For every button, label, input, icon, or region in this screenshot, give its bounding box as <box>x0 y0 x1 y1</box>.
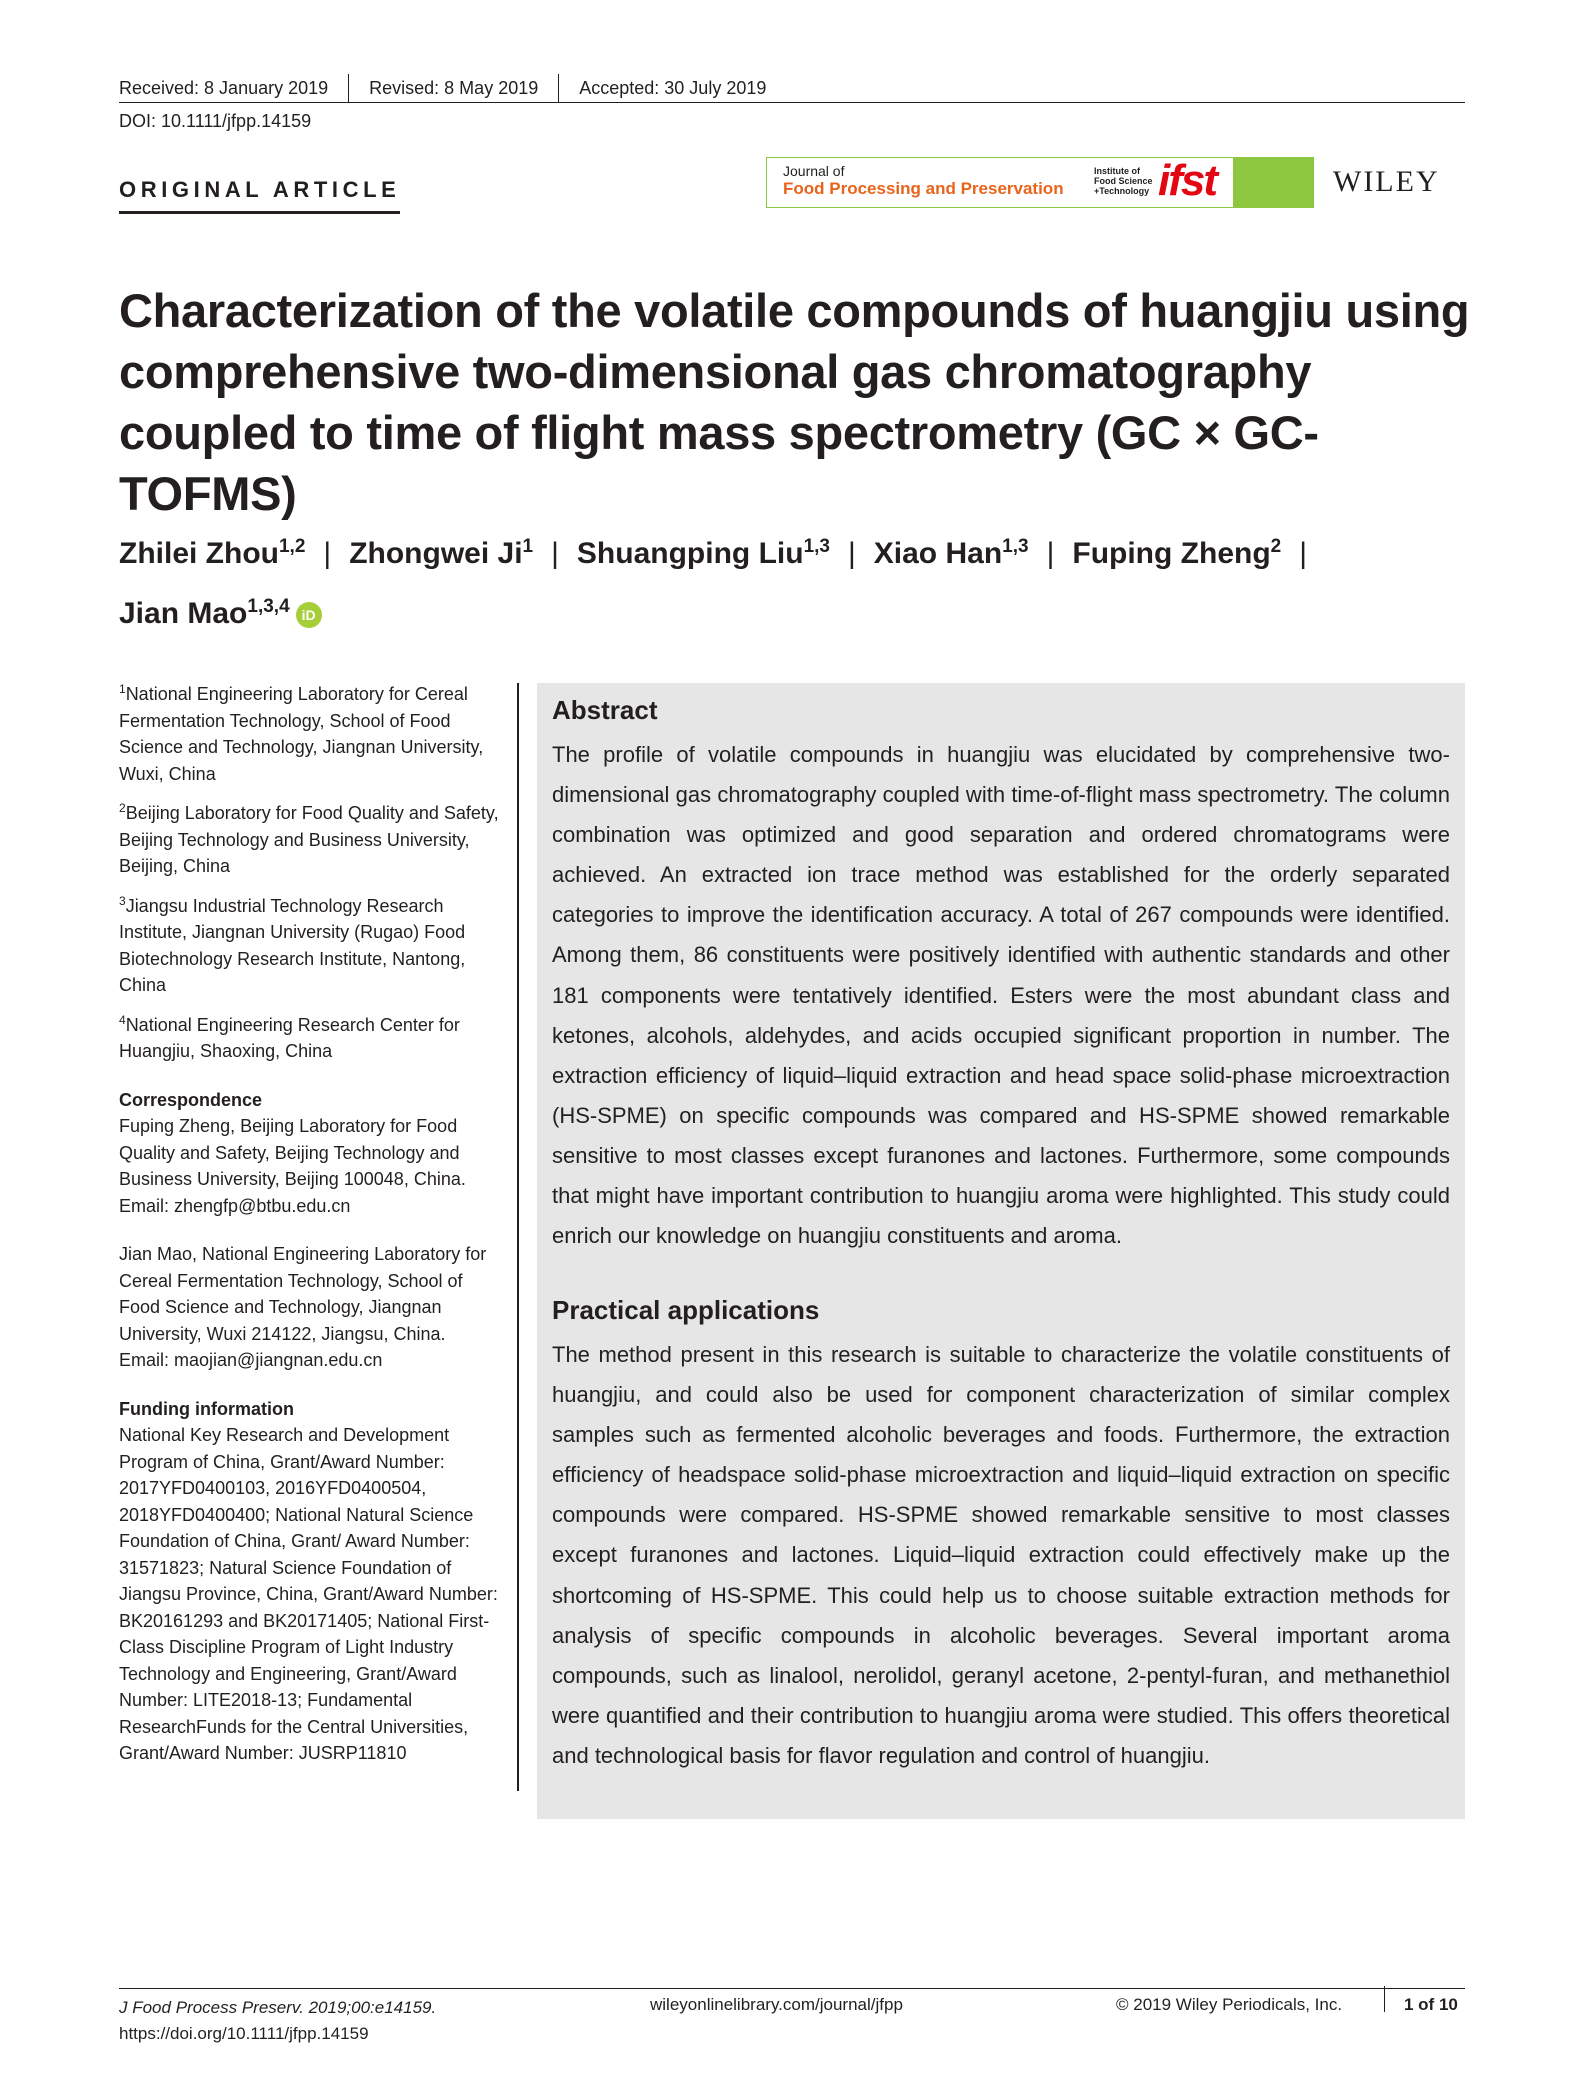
author-list <box>119 520 1499 640</box>
author-affiliation: 1,3,4 <box>247 596 290 617</box>
abstract-heading: Abstract <box>552 695 658 725</box>
footer-doi-link[interactable]: https://doi.org/10.1111/jfpp.14159 <box>119 2024 369 2043</box>
affiliation <box>119 1007 499 1065</box>
author-name[interactable]: Zhilei Zhou <box>119 537 279 570</box>
author-separator: | <box>1299 537 1308 570</box>
page-number: 1 of 10 <box>1404 1995 1458 2014</box>
correspondence-entry: Jian Mao, National Engineering Laboratory for Cereal Fermentation Technology, School of Food Science and Technology, Jiangnan University, Wuxi 214122, Jiangsu, China. Email: maojian@jiangnan.edu.cn <box>119 1244 487 1370</box>
affiliation-text: National Engineering Research Center for Huangjiu, Shaoxing, China <box>119 1014 460 1061</box>
abstract-box <box>537 683 1465 1819</box>
footer-journal-link[interactable]: wileyonlinelibrary.com/journal/jfpp <box>650 1995 903 2014</box>
affiliation-text: Jiangsu Industrial Technology Research Institute, Jiangnan University (Rugao) Food Biotechnology Research Institute, Nantong, China <box>119 895 466 995</box>
author-separator: | <box>551 537 559 570</box>
affiliation-number: 3 <box>119 893 126 908</box>
affiliation-number: 4 <box>119 1012 126 1027</box>
funding-heading: Funding information <box>119 1398 294 1419</box>
footer-citation: J Food Process Preserv. 2019;00:e14159. <box>119 1998 437 2017</box>
author-name[interactable]: Jian Mao <box>119 597 248 630</box>
footer-copyright: © 2019 Wiley Periodicals, Inc. <box>1116 1995 1343 2014</box>
author-separator: | <box>323 537 332 570</box>
journal-banner-top: Journal of <box>783 163 845 179</box>
correspondence-entry: Fuping Zheng, Beijing Laboratory for Food Quality and Safety, Beijing Technology and Business University, Beijing 100048, China. Email: zhengfp@btbu.edu.cn <box>119 1116 466 1216</box>
author-name[interactable]: Zhongwei Ji <box>349 537 523 570</box>
footer-rule <box>119 1988 1465 1989</box>
funding-text: National Key Research and Development Program of China, Grant/Award Number: 2017YFD0400103, 2016YFD0400504, 2018YFD0400400; National Natural Science Foundation of China, Grant/ Award Number: 31571823; Natural Science Foundation of Jiangsu Province, China, Grant/Award Number: BK20161293 and BK20171405; National First-Class Discipline Program of Light Industry Technology and Engineering, Grant/Award Number: LITE2018-13; Fundamental ResearchFunds for the Central Universities, Grant/Award Number: JUSRP11810 <box>119 1425 498 1763</box>
received-date: Received: 8 January 2019 <box>119 74 349 102</box>
article-info-column <box>119 676 499 1767</box>
author-name[interactable]: Xiao Han <box>873 537 1003 570</box>
affiliation <box>119 676 499 787</box>
footer-divider <box>1384 1986 1385 2012</box>
author-affiliation: 1,3 <box>803 536 830 557</box>
journal-banner[interactable] <box>766 157 1314 208</box>
affiliation <box>119 888 499 999</box>
column-divider <box>517 683 519 1791</box>
practical-applications-text: The method present in this research is suitable to characterize the volatile constituents of huangjiu, and could also be used for component characterization of similar complex samples such as fermented alcoholic beverages and foods. Furthermore, the extraction efficiency of headspace solid-phase microextraction and liquid–liquid extraction on specific compounds were compared. HS-SPME showed remarkable sensitive to most classes except furanones and lactones. Liquid–liquid extraction could effectively make up the shortcoming of HS-SPME. This could help us to choose suitable extraction methods for analysis of specific compounds in alcoholic beverages. Several important aroma compounds, such as linalool, nerolidol, geranyl acetone, 2-pentyl-furan, and methanethiol were quantified and their contribution to huangjiu aroma were studied. This offers theoretical and technological basis for flavor regulation and control of huangjiu. <box>552 1342 1450 1768</box>
section-label: ORIGINAL ARTICLE <box>119 177 400 214</box>
ifst-logo: ifst <box>1158 156 1216 205</box>
wiley-logo: WILEY <box>1333 165 1440 198</box>
author-name[interactable]: Fuping Zheng <box>1072 537 1271 570</box>
author-affiliation: 1 <box>522 536 534 557</box>
author-separator: | <box>847 537 856 570</box>
article-title: Characterization of the volatile compounds of huangjiu using comprehensive two-dimensional gas chromatography coupled to time of flight mass spectrometry (GC × GC-TOFMS) <box>119 284 1470 520</box>
footer-citation-block <box>119 1995 436 2047</box>
orcid-icon[interactable]: iD <box>296 602 322 628</box>
banner-green-block <box>1233 158 1313 207</box>
author-affiliation: 1,2 <box>278 536 306 557</box>
affiliation-number: 2 <box>119 801 126 815</box>
header-rule <box>119 102 1465 103</box>
doi[interactable]: DOI: 10.1111/jfpp.14159 <box>119 111 312 131</box>
author-separator: | <box>1046 537 1055 570</box>
author-name[interactable]: Shuangping Liu <box>576 537 804 570</box>
affiliation-number: 1 <box>119 682 126 696</box>
ifst-institute-text: Institute of Food Science +Technology <box>1094 166 1153 196</box>
abstract-text: The profile of volatile compounds in huangjiu was elucidated by comprehensive two-dimensional gas chromatography coupled with time-of-flight mass spectrometry. The column combination was optimized and good separation and ordered chromatograms were achieved. An extracted ion trace method was established for the orderly separated categories to improve the identification accuracy. A total of 267 compounds were identified. Among them, 86 constituents were positively identified with authentic standards and other 181 components were tentatively identified. Esters were the most abundant class and ketones, alcohols, aldehydes, and acids occupied significant proportion in number. The extraction efficiency of liquid–liquid extraction and head space solid-phase microextraction (HS-SPME) on specific compounds was compared and HS-SPME showed remarkable sensitive to most classes except furanones and lactones. Furthermore, some compounds that might have important contribution to huangjiu aroma were highlighted. This study could enrich our knowledge on huangjiu constituents and aroma. <box>552 742 1450 1249</box>
affiliation <box>119 795 499 880</box>
author-affiliation: 2 <box>1270 536 1282 557</box>
practical-applications-heading: Practical applications <box>552 1295 820 1325</box>
journal-name: Food Processing and Preservation <box>783 179 1064 198</box>
correspondence-heading: Correspondence <box>119 1089 263 1110</box>
affiliation-text: National Engineering Laboratory for Cereal Fermentation Technology, School of Food Science and Technology, Jiangnan University, Wuxi, China <box>119 684 484 784</box>
article-dates <box>119 74 786 102</box>
revised-date: Revised: 8 May 2019 <box>349 74 559 102</box>
author-affiliation: 1,3 <box>1002 536 1029 557</box>
affiliation-text: Beijing Laboratory for Food Quality and Safety, Beijing Technology and Business University, Beijing, China <box>119 803 499 876</box>
accepted-date: Accepted: 30 July 2019 <box>579 78 767 98</box>
